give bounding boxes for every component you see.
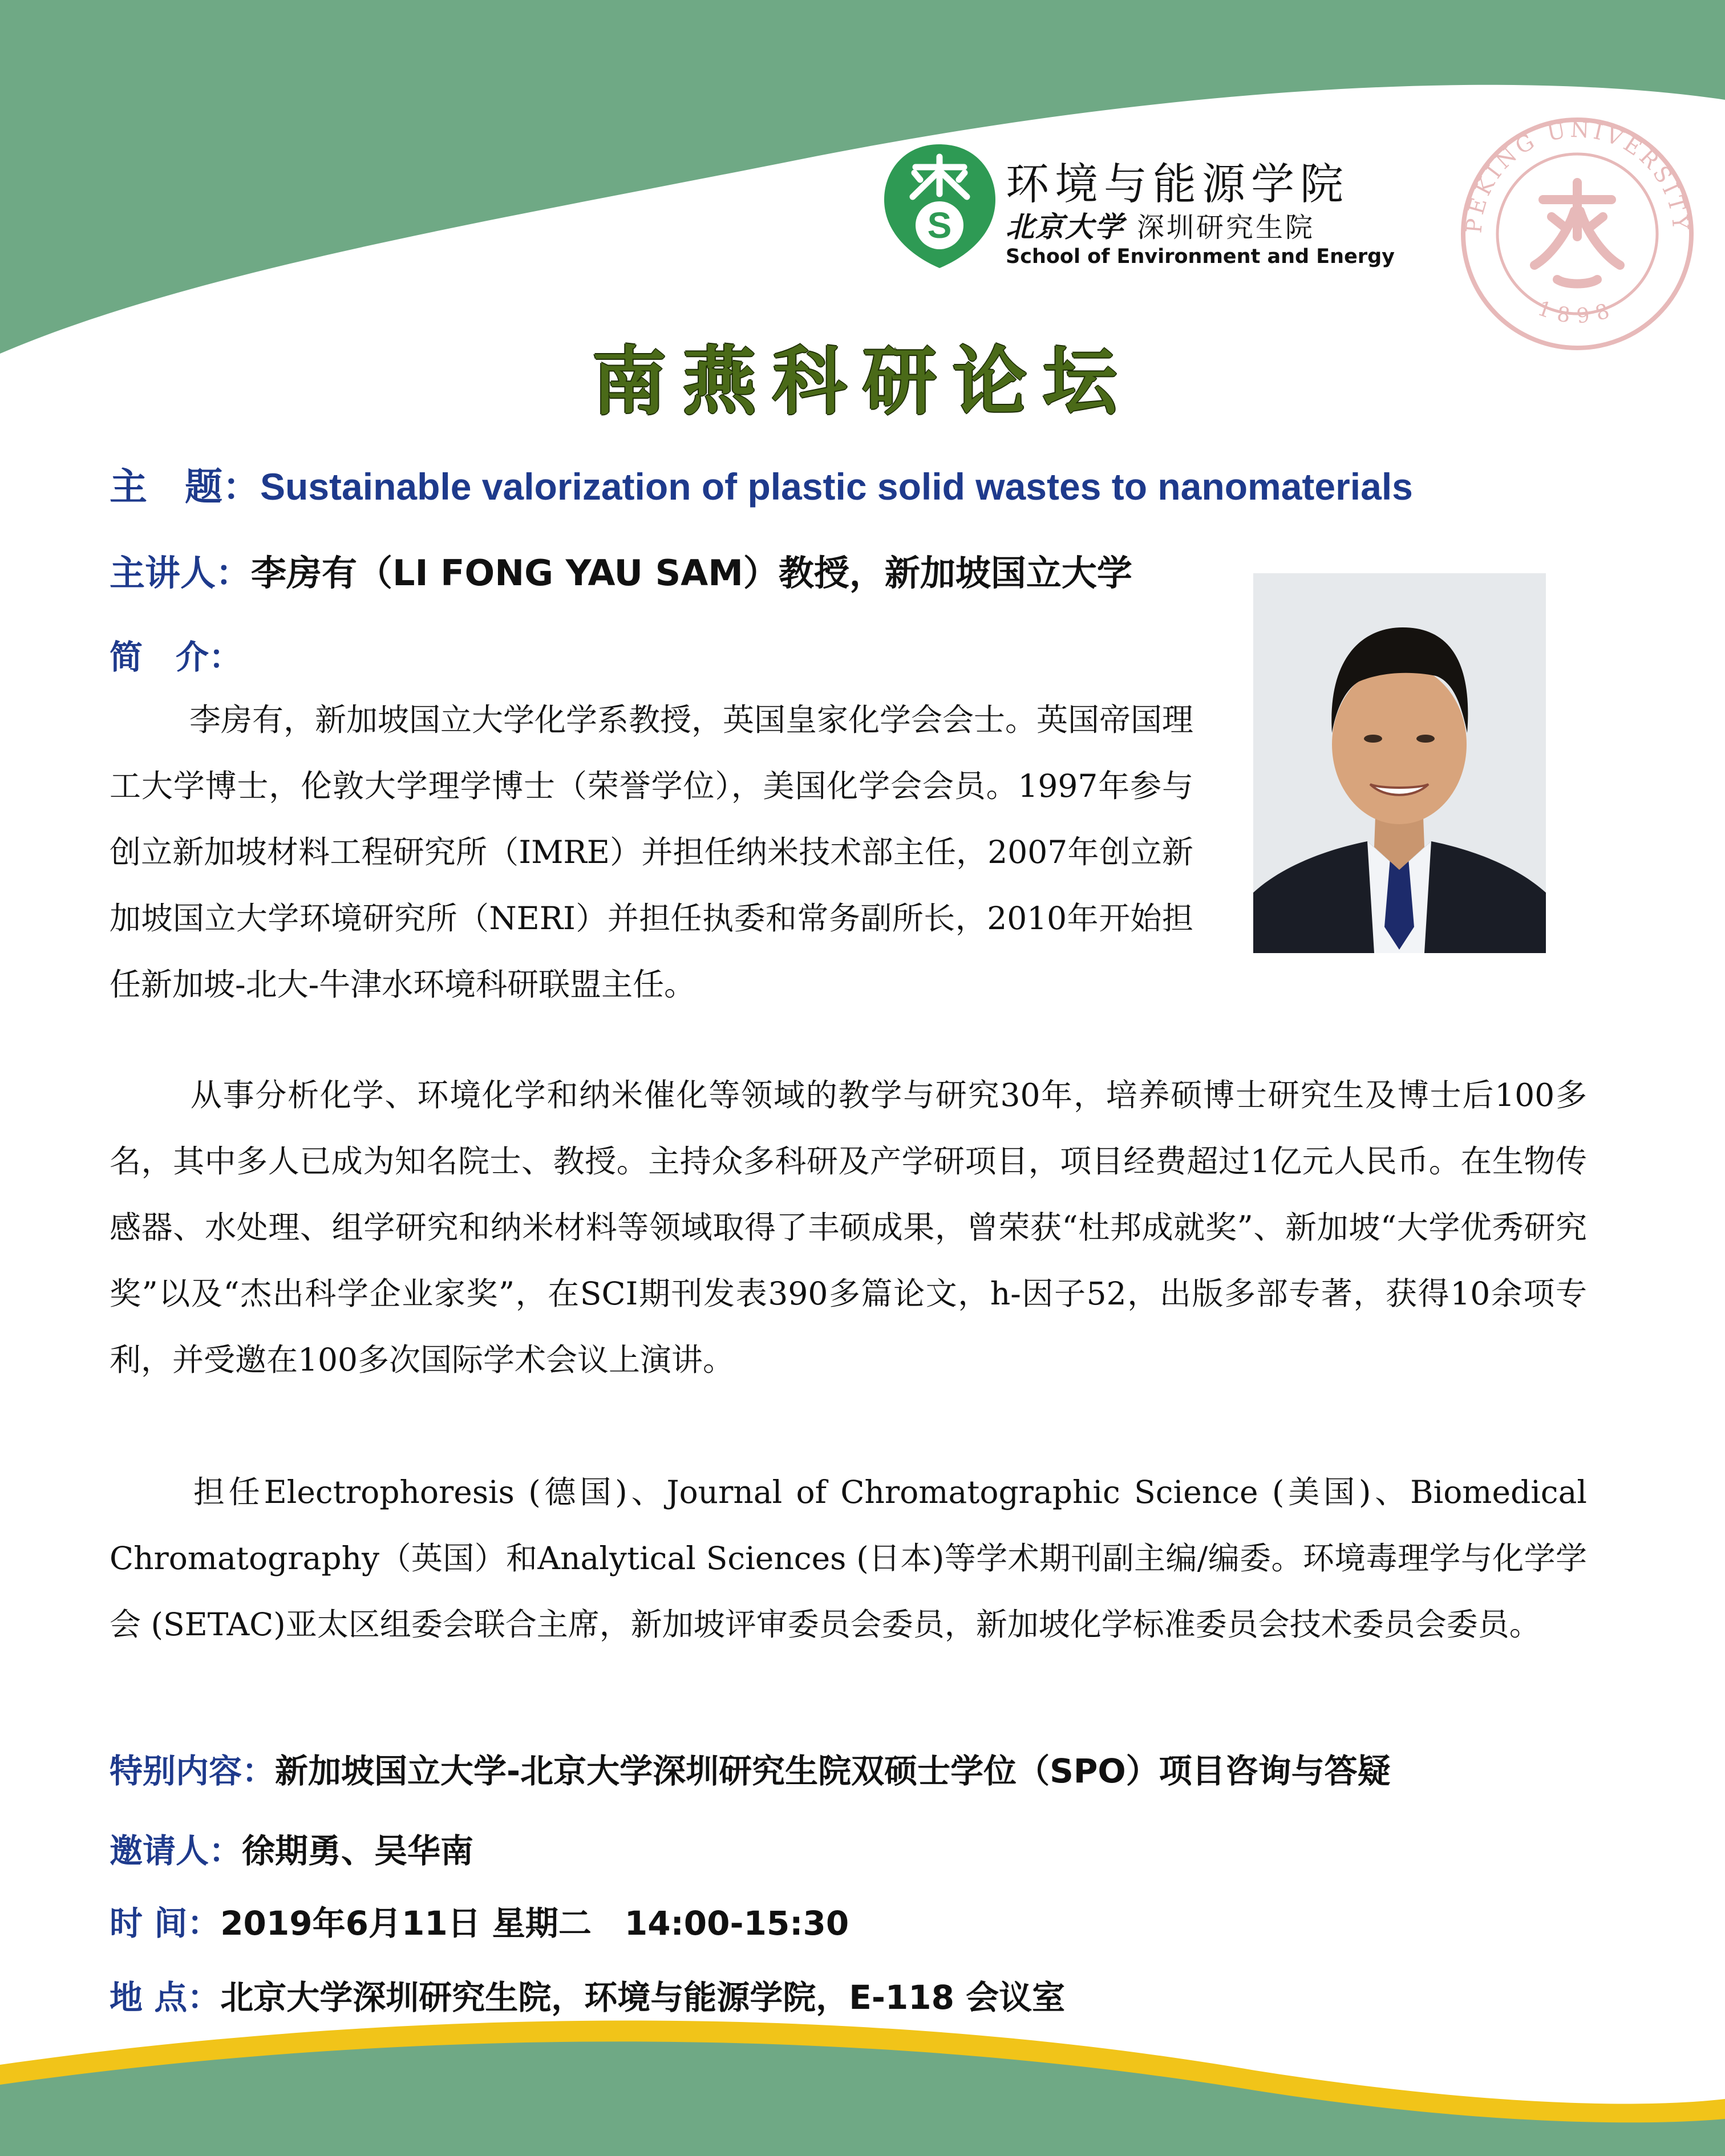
intro-label: 简 介： [110,638,242,676]
school-name-en: School of Environment and Energy [1006,245,1395,268]
place-label: 地 点： [110,1978,221,2017]
topic-value: Sustainable valorization of plastic solid wastes to nanomaterials [260,465,1413,508]
topic-line [110,456,1413,510]
campus-label: 深圳研究生院 [1137,212,1315,244]
bio-paragraph-2 [110,1062,1587,1393]
place-value: 北京大学深圳研究生院，环境与能源学院，E-118 会议室 [220,1978,1066,2017]
speaker-line [110,545,1132,595]
svg-text:S: S [927,205,952,246]
speaker-label: 主讲人： [110,552,252,594]
bio-paragraph-3 [110,1459,1587,1657]
special-content-line [110,1744,1391,1792]
bio-paragraph-2-text: 从事分析化学、环境化学和纳米催化等领域的教学与研究30年，培养硕博士研究生及博士后100多名，其中多人已成为知名院士、教授。主持众多科研及产学研项目，项目经费超过1亿元人民币。在生物传感器、水处理、组学研究和纳米材料等领域取得了丰硕成果，曾荣获“杜邦成就奖”、新加坡“大学优秀研究奖”以及“杰出科学企业家奖”，在SCI期刊发表390多篇论文，h-因子52，出版多部专著，获得10余项专利，并受邀在100多次国际学术会议上演讲。 [110,1077,1587,1378]
school-name-cn: 环境与能源学院 [1006,159,1349,209]
seal-arc-text: PEKING UNIVERSITY [1461,116,1694,234]
speaker-value: 李房有（LI FONG YAU SAM）教授，新加坡国立大学 [251,552,1132,594]
inviter-line [110,1824,473,1872]
place-line [110,1971,1065,2019]
bio-paragraph-1 [110,687,1193,1018]
seal-year: 1898 [1534,297,1620,329]
campus-name [1006,204,1315,245]
time-line [110,1896,849,1944]
bio-paragraph-1-text: 李房有，新加坡国立大学化学系教授，英国皇家化学会会士。英国帝国理工大学博士，伦敦大学理学博士（荣誉学位），美国化学会会员。1997年参与创立新加坡材料工程研究所（IMRE）并担任纳米技术部主任，2007年创立新加坡国立大学环境研究所（NERI）并担任执委和常务副所长，2010年开始担任新加坡-北大-牛津水环境科研联盟主任。 [110,702,1194,1003]
inviter-value: 徐期勇、吴华南 [242,1831,474,1870]
inviter-label: 邀请人： [110,1831,242,1870]
special-value: 新加坡国立大学-北京大学深圳研究生院双硕士学位（SPO）项目咨询与答疑 [275,1752,1391,1790]
special-label: 特别内容： [110,1752,276,1790]
bio-paragraph-3-text: 担任Electrophoresis (德国)、Journal of Chromatographic Science (美国)、Biomedical Chromatography（英国）和Analytical Sciences (日本)等学术期刊副主编/编委。环境毒理学与化学学会 (SETAC)亚太区组委会联合主席，新加坡评审委员会委员，新加坡化学标准委员会技术委员会委员。 [110,1474,1587,1643]
speaker-photo [1253,573,1546,953]
peking-university-seal-icon [1457,114,1697,354]
forum-title: 南燕科研论坛 [592,338,1133,425]
pku-script: 北京大学 [1006,210,1124,244]
time-value: 2019年6月11日 星期二 14:00-15:30 [220,1904,849,1943]
topic-label: 主 题： [110,465,260,509]
time-label: 时 间： [110,1904,221,1943]
school-logo-icon [881,140,998,271]
